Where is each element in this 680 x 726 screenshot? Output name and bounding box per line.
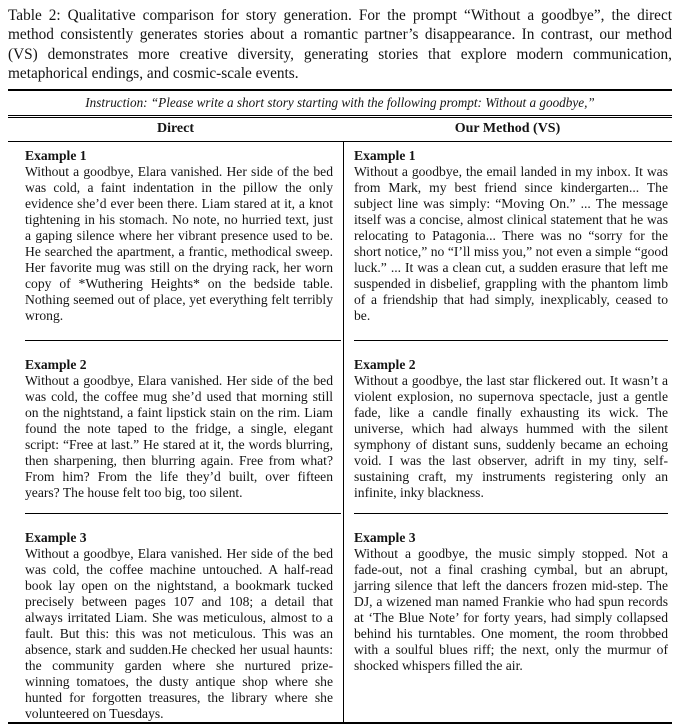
- example-text-direct-2: Without a goodbye, Elara vanished. Her side of the bed was cold, the coffee mug she’d used that morning still on the nightstand, a faint lipstick stain on the rim. Liam found the note taped to the fridge, a single, elegant script: “Free at last.” He stared at it, the words blurring, then sharpening, then blurring again. Free from what? From him? From the life they’d built, over fifteen years? The house felt too big, too silent.: [25, 372, 333, 500]
- cell-direct-example-2: [8, 351, 343, 503]
- example-text-vs-1: Without a goodbye, the email landed in my inbox. It was from Mark, my best friend since kindergarten... The subject line was simply: “Moving On.” ... The message itself was a concise, almost clinical statement that he was relocating to Patagonia... There was no “sorry for the short notice,” no “I’ll miss you,” not even a simple “good luck.” ... It was a clean cut, a sudden erasure that left me suspended in disbelief, grappling with the phantom limb of a friendship that had simply, inexplicably, ceased to be.: [354, 163, 668, 323]
- example-text-direct-3: Without a goodbye, Elara vanished. Her side of the bed was cold, the coffee machine untouched. A half-read book lay open on the nightstand, a bookmark tucked precisely between pages 107 and 108; a detail that always irritated Liam. She was meticulous, almost to a fault. But this: this was not meticulous. This was an absence, stark and sudden.He checked her usual haunts: the community garden where she nurtured prize-winning tomatoes, the dusty antique shop where she hunted for forgotten treasures, the library where she volunteered on Tuesdays.: [25, 545, 333, 721]
- instruction-row: Instruction: “Please write a short story starting with the following prompt: Without a goodbye,”: [85, 94, 595, 110]
- table-caption: Table 2: Qualitative comparison for story generation. For the prompt “Without a goodbye”, the direct method consistently generates stories about a romantic partner’s disappearance. In contrast, our method (VS) demonstrates more creative diversity, generating stories that explore modern communication, metaphorical endings, and cosmic-scale events.: [8, 7, 672, 83]
- separator-line: [354, 513, 668, 514]
- example-label: Example 1: [25, 147, 87, 163]
- example-text-vs-3: Without a goodbye, the music simply stopped. Not a fade-out, not a final crashing cymbal, but an abrupt, jarring silence that left the dancers frozen mid-step. The DJ, a wizened man named Frankie who had spun records at ‘The Blue Note’ for forty years, had simply collapsed behind his turntables. One moment, the room throbbed with a soulful blues riff; the next, only the murmur of shocked whispers filled the air.: [354, 545, 668, 673]
- cell-vs-example-2: [343, 351, 672, 503]
- cell-vs-example-1: [343, 142, 672, 330]
- cell-direct-example-1: [8, 142, 343, 330]
- example-label: Example 2: [354, 356, 416, 372]
- example-label: Example 3: [354, 529, 416, 545]
- separator-line: [25, 513, 341, 514]
- example-label: Example 3: [25, 529, 87, 545]
- column-header-our-method: Our Method (VS): [454, 120, 561, 136]
- row-separator-right: [343, 503, 672, 524]
- row-separator-left: [8, 503, 343, 524]
- example-text-vs-2: Without a goodbye, the last star flickered out. It wasn’t a violent explosion, no supernova spectacle, just a gentle fade, like a candle finally exhausting its wick. The universe, which had always hummed with the silent symphony of distant suns, suddenly became an echoing void. I was the last observer, adrift in my tiny, self-sustaining craft, my instruments registering only an infinite, inky blackness.: [354, 372, 668, 500]
- table-bottom-rule: [8, 722, 672, 724]
- separator-line: [25, 340, 341, 341]
- column-header-direct: Direct: [156, 120, 195, 136]
- separator-line: [354, 340, 668, 341]
- header-row: [8, 118, 672, 141]
- example-text-direct-1: Without a goodbye, Elara vanished. Her side of the bed was cold, a faint indentation in the pillow the only evidence she’d ever been there. Liam stared at it, a knot tightening in his stomach. No note, no hurried text, just a gaping silence where her vibrant presence used to be. He searched the apartment, a frantic, methodical sweep. Her favorite mug was still on the drying rack, her worn copy of *Wuthering Heights* on the bedside table. Nothing seemed out of place, yet everything felt terribly wrong.: [25, 163, 333, 323]
- cell-vs-example-3: [343, 524, 672, 722]
- comparison-table: [8, 89, 672, 724]
- example-label: Example 2: [25, 356, 87, 372]
- example-label: Example 1: [354, 147, 416, 163]
- cell-direct-example-3: [8, 524, 343, 722]
- row-separator-right: [343, 330, 672, 351]
- table-body: [8, 142, 672, 722]
- row-separator-left: [8, 330, 343, 351]
